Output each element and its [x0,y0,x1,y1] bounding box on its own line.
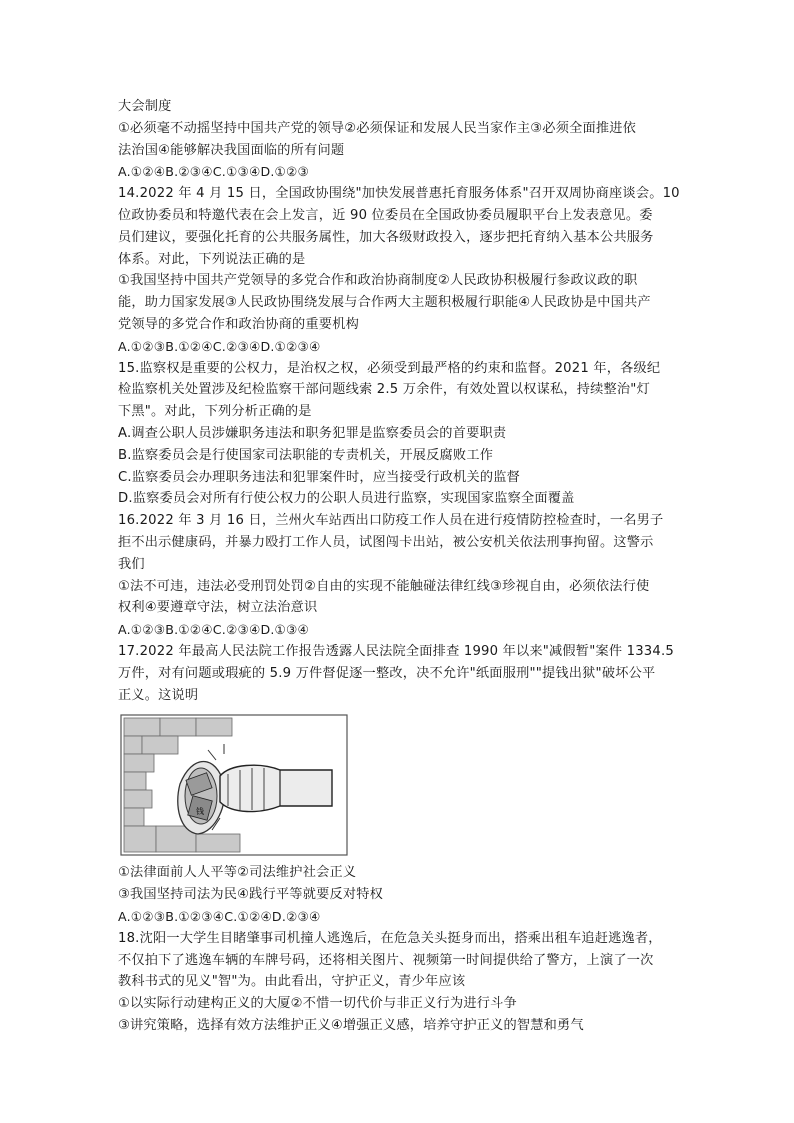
text-line: ①我国坚持中国共产党领导的多党合作和政治协商制度②人民政协积极履行参政议政的职 [118,273,638,289]
text-line: 我们 [118,556,145,572]
text-line: 党领导的多党合作和政治协商的重要机构 [118,316,359,332]
cartoon-fist-breaking-wall-icon [120,714,348,856]
question-text: 18.沈阳一大学生目睹肇事司机撞人逃逸后，在危急关头挺身而出，搭乘出租车追赶逃逸者， [118,930,662,946]
text-line: 下黑"。对此，下列分析正确的是 [118,404,312,420]
text-line: 正义。这说明 [118,687,199,703]
answer-options: A.①②④B.②③④C.①③④D.①②③ [118,164,310,180]
text-line: ①法不可违，违法必受刑罚处罚②自由的实现不能触碰法律红线③珍视自由，必须依法行使 [118,578,650,594]
text-line: 大会制度 [118,99,172,114]
text-line: ①必须毫不动摇坚持中国共产党的领导②必须保证和发展人民当家作主③必须全面推进依 [118,120,637,136]
text-line: 拒不出示健康码，并暴力殴打工作人员，试图闯卡出站，被公安机关依法刑事拘留。这警示 [118,534,654,550]
option-d: D.监察委员会对所有行使公权力的公职人员进行监察，实现国家监察全面覆盖 [118,491,575,507]
text-line: 不仅拍下了逃逸车辆的车牌号码，还将相关图片、视频第一时间提供给了警方，上演了一次 [118,952,654,968]
text-line: ③讲究策略，选择有效方法维护正义④增强正义感，培养守护正义的智慧和勇气 [118,1017,584,1033]
question-text: 17.2022 年最高人民法院工作报告透露人民法院全面排查 1990 年以来"减假暂"案件 1334.5 [118,643,674,659]
question-text: 16.2022 年 3 月 16 日，兰州火车站西出口防疫工作人员在进行疫情防控检查时，一名男子 [118,513,664,529]
text-line: ①法律面前人人平等②司法维护社会正义 [118,865,357,881]
exam-page [118,96,688,1037]
text-line: 权利④要遵章守法，树立法治意识 [118,600,318,616]
cartoon-figure [120,714,348,856]
option-a: A.调查公职人员涉嫌职务违法和职务犯罪是监察委员会的首要职责 [118,425,507,441]
text-line: ①以实际行动建构正义的大厦②不惜一切代价与非正义行为进行斗争 [118,996,517,1012]
text-line: 教科书式的见义"智"为。由此看出，守护正义，青少年应该 [118,974,466,990]
text-line: 员们建议，要强化托育的公共服务属性，加大各级财政投入，逐步把托育纳入基本公共服务 [118,229,654,245]
question-text: 15.监察权是重要的公权力，是治权之权，必须受到最严格的约束和监督。2021 年，各级纪 [118,360,661,376]
text-block-before-figure [118,96,688,706]
text-line: 法治国④能够解决我国面临的所有问题 [118,142,345,158]
text-line: ③我国坚持司法为民④践行平等就要反对特权 [118,887,384,903]
answer-options: A.①②③B.①②④C.②③④D.①②③④ [118,338,321,354]
text-line: 检监察机关处置涉及纪检监察干部问题线索 2.5 万余件，有效处置以权谋私，持续整治"灯 [118,382,650,398]
question-text: 14.2022 年 4 月 15 日，全国政协围绕"加快发展普惠托育服务体系"召开双周协商座谈会。10 [118,186,680,202]
text-line: 位政协委员和特邀代表在会上发言，近 90 位委员在全国政协委员履职平台上发表意见。委 [118,207,653,223]
answer-options: A.①②③B.①②④C.②③④D.①③④ [118,622,310,638]
option-b: B.监察委员会是行使国家司法职能的专责机关，开展反腐败工作 [118,447,494,463]
option-c: C.监察委员会办理职务违法和犯罪案件时，应当接受行政机关的监督 [118,469,521,485]
money-bag-label: 钱 [196,807,204,817]
text-line: 万件，对有问题或瑕疵的 5.9 万件督促逐一整改，决不允许"纸面服刑""提钱出狱"破坏公平 [118,665,656,681]
text-line: 体系。对此，下列说法正确的是 [118,251,306,267]
text-block-after-figure [118,862,688,1036]
answer-options: A.①②③B.①②③④C.①②④D.②③④ [118,908,321,924]
text-line: 能，助力国家发展③人民政协围绕发展与合作两大主题积极履行职能④人民政协是中国共产 [118,295,651,311]
